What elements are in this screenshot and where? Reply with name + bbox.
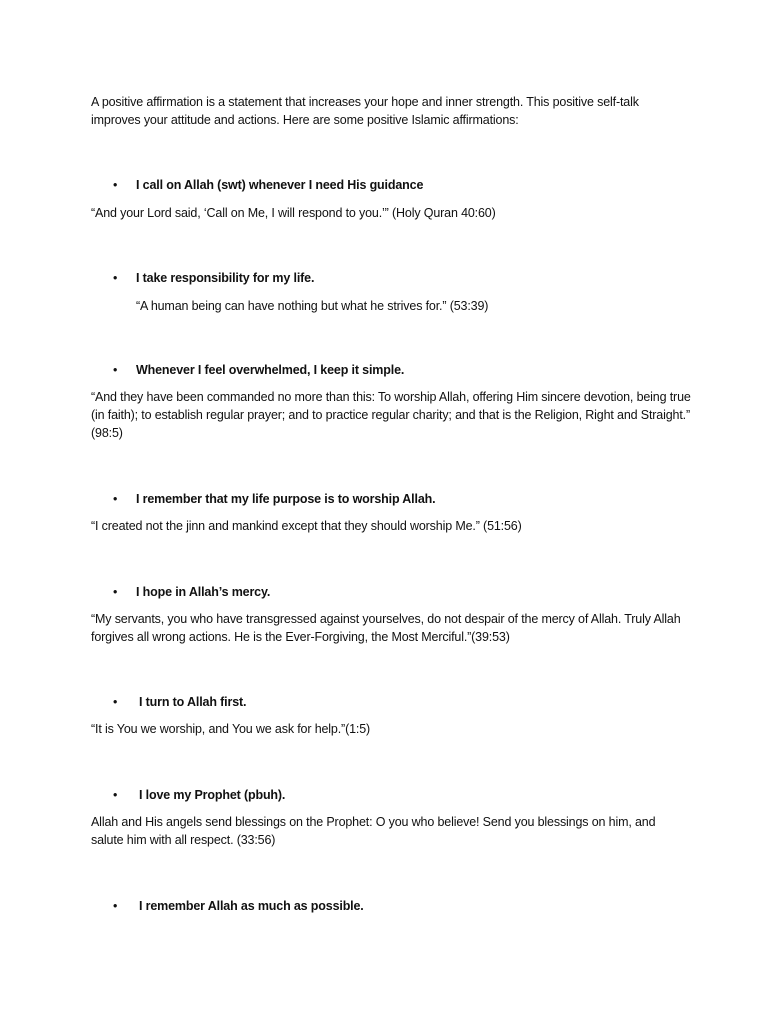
- quote-text: Allah and His angels send blessings on the Prophet: O you who believe! Send you blessings on him, and salute him with all respect. (33:56): [91, 815, 656, 847]
- bullet-icon: •: [113, 178, 118, 192]
- affirmation-text: I love my Prophet (pbuh).: [139, 788, 286, 802]
- affirmation-text: Whenever I feel overwhelmed, I keep it simple.: [136, 363, 405, 377]
- intro-paragraph: A positive affirmation is a statement that increases your hope and inner strength. This positive self-talk improves your attitude and actions. Here are some positive Islamic affirmations:: [91, 95, 639, 127]
- affirmation-heading: [113, 269, 314, 287]
- affirmation-heading: [113, 693, 246, 711]
- affirmation-text: I hope in Allah’s mercy.: [136, 585, 271, 599]
- affirmation-text: I remember that my life purpose is to worship Allah.: [136, 492, 436, 506]
- quote-text: “My servants, you who have transgressed against yourselves, do not despair of the mercy of Allah. Truly Allah forgives all wrong actions. He is the Ever-Forgiving, the Most Merciful.”(39:53): [91, 612, 681, 644]
- bullet-icon: •: [113, 271, 118, 285]
- quote-text: “And they have been commanded no more than this: To worship Allah, offering Him sincere devotion, being true (in faith); to establish regular prayer; and to practice regular charity; and that is the Religion, Right and Straight.” (98:5): [91, 390, 691, 440]
- affirmation-text: I take responsibility for my life.: [136, 271, 315, 285]
- bullet-icon: •: [113, 585, 118, 599]
- quote-text: “I created not the jinn and mankind except that they should worship Me.” (51:56): [91, 519, 522, 533]
- affirmation-heading: [113, 583, 270, 601]
- quote-text: “And your Lord said, ‘Call on Me, I will respond to you.’” (Holy Quran 40:60): [91, 206, 496, 220]
- quote-text: “A human being can have nothing but what he strives for.” (53:39): [136, 299, 489, 313]
- bullet-icon: •: [113, 363, 118, 377]
- quote-text: “It is You we worship, and You we ask for help.”(1:5): [91, 722, 371, 736]
- affirmation-heading: [113, 361, 404, 379]
- affirmation-heading: [113, 897, 364, 915]
- bullet-icon: •: [113, 899, 118, 913]
- affirmation-text: I turn to Allah first.: [139, 695, 247, 709]
- bullet-icon: •: [113, 788, 118, 802]
- affirmation-heading: [113, 786, 285, 804]
- affirmation-heading: [113, 490, 435, 508]
- affirmation-text: I call on Allah (swt) whenever I need His guidance: [136, 178, 424, 192]
- bullet-icon: •: [113, 492, 118, 506]
- bullet-icon: •: [113, 695, 118, 709]
- affirmation-text: I remember Allah as much as possible.: [139, 899, 364, 913]
- affirmation-heading: [113, 176, 423, 194]
